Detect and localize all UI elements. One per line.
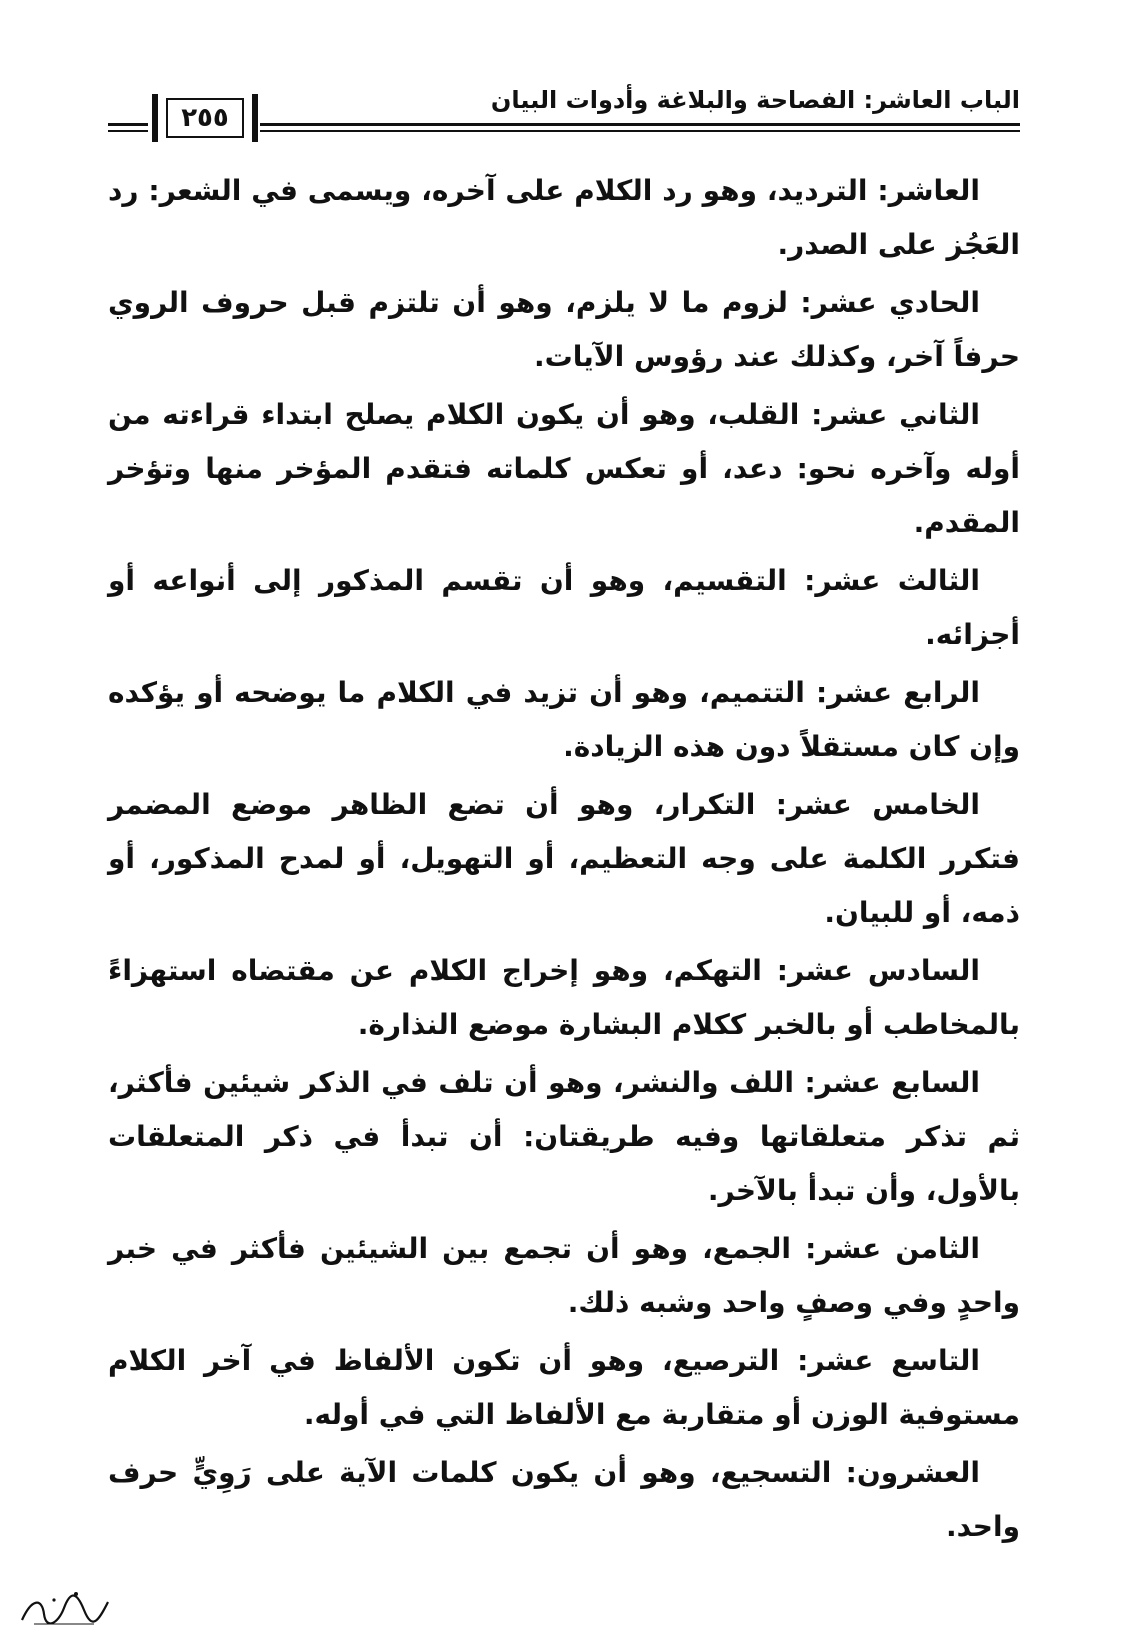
header-left-rule-thick [108, 123, 148, 126]
paragraph-text: التسجيع، وهو أن يكون كلمات الآية على رَوِيٍّ حرف واحد. [108, 1456, 1020, 1543]
paragraph-term: السابع عشر: [804, 1066, 980, 1099]
paragraph-text: اللف والنشر، وهو أن تلف في الذكر شيئين فأكثر، ثم تذكر متعلقاتها وفيه طريقتان: أن تبدأ في ذكر المتعلقات بالأول، وأن تبدأ بالآخر. [108, 1066, 1020, 1207]
paragraph-14 [108, 666, 1020, 774]
paragraph-16 [108, 944, 1020, 1052]
paragraph-term: الخامس عشر: [775, 788, 981, 821]
paragraph-term: العاشر: [877, 174, 980, 207]
paragraph-text: التهكم، وهو إخراج الكلام عن مقتضاه استهزاءً بالمخاطب أو بالخبر ككلام البشارة موضع النذارة. [108, 954, 1020, 1041]
paragraph-text: الترصيع، وهو أن تكون الألفاظ في آخر الكلام مستوفية الوزن أو متقاربة مع الألفاظ التي في أوله. [108, 1344, 1020, 1431]
page-header [108, 78, 1020, 148]
paragraph-13 [108, 554, 1020, 662]
header-rule-thin [260, 130, 1020, 132]
paragraph-term: الثالث عشر: [804, 564, 980, 597]
paragraph-text: التتميم، وهو أن تزيد في الكلام ما يوضحه أو يؤكده وإن كان مستقلاً دون هذه الزيادة. [108, 676, 1020, 763]
paragraph-19 [108, 1334, 1020, 1442]
header-rule-thick [260, 123, 1020, 126]
paragraph-term: العشرون: [845, 1456, 980, 1489]
paragraph-11 [108, 276, 1020, 384]
paragraph-term: الحادي عشر: [800, 286, 980, 319]
page-number-frame [152, 94, 258, 142]
paragraph-10 [108, 164, 1020, 272]
chapter-title: الباب العاشر: الفصاحة والبلاغة وأدوات البيان [490, 86, 1020, 114]
paragraph-20 [108, 1446, 1020, 1554]
paragraph-text: الجمع، وهو أن تجمع بين الشيئين فأكثر في خبر واحدٍ وفي وصفٍ واحد وشبه ذلك. [108, 1232, 1020, 1319]
page-number: ٢٥٥ [166, 98, 244, 138]
paragraph-18 [108, 1222, 1020, 1330]
paragraph-term: التاسع عشر: [797, 1344, 980, 1377]
paragraph-15 [108, 778, 1020, 940]
watermark-calligraphy-icon [14, 1580, 114, 1630]
paragraph-term: الثامن عشر: [805, 1232, 980, 1265]
paragraph-text: الترديد، وهو رد الكلام على آخره، ويسمى في الشعر: رد العَجُز على الصدر. [108, 174, 1020, 261]
paragraph-term: السادس عشر: [776, 954, 980, 987]
header-left-rule-thin [108, 130, 148, 132]
paragraph-17 [108, 1056, 1020, 1218]
paragraph-text: القلب، وهو أن يكون الكلام يصلح ابتداء قراءته من أوله وآخره نحو: دعد، أو تعكس كلماته فتقدم المؤخر منها وتؤخر المقدم. [108, 398, 1020, 539]
paragraph-text: لزوم ما لا يلزم، وهو أن تلتزم قبل حروف الروي حرفاً آخر، وكذلك عند رؤوس الآيات. [108, 286, 1020, 373]
paragraph-12 [108, 388, 1020, 550]
paragraph-term: الثاني عشر: [811, 398, 980, 431]
paragraph-term: الرابع عشر: [815, 676, 981, 709]
paragraph-text: التقسيم، وهو أن تقسم المذكور إلى أنواعه أو أجزائه. [108, 564, 1020, 651]
publisher-watermark-logo [14, 1580, 114, 1630]
paragraph-text: التكرار، وهو أن تضع الظاهر موضع المضمر فتكرر الكلمة على وجه التعظيم، أو التهويل، أو لمدح المذكور، أو ذمه، أو للبيان. [108, 788, 1020, 929]
page-body [108, 164, 1020, 1558]
